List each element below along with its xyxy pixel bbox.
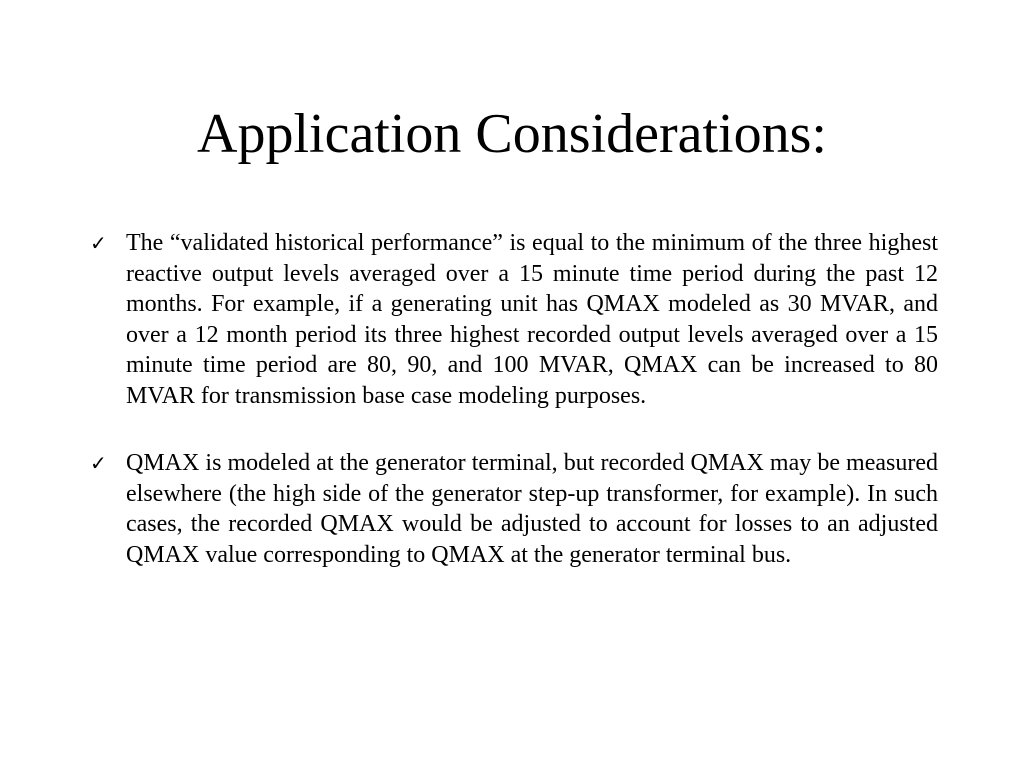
slide-title: Application Considerations: bbox=[197, 103, 827, 165]
checkmark-icon: ✓ bbox=[90, 451, 107, 475]
bullet-text: QMAX is modeled at the generator terminal, but recorded QMAX may be measured elsewhere (the high side of the generator step-up transformer, for example). In such cases, the recorded QMAX would be adjusted to account for losses to an adjusted QMAX value corresponding to QMAX at the generator terminal bus. bbox=[126, 450, 938, 568]
bullet-item bbox=[90, 448, 938, 570]
bullet-item bbox=[90, 228, 938, 411]
checkmark-icon: ✓ bbox=[90, 231, 107, 255]
bullet-list bbox=[90, 228, 938, 607]
bullet-text: The “validated historical performance” is equal to the minimum of the three highest reactive output levels averaged over a 15 minute time period during the past 12 months. For example, if a generating unit has QMAX modeled as 30 MVAR, and over a 12 month period its three highest recorded output levels averaged over a 15 minute time period are 80, 90, and 100 MVAR, QMAX can be increased to 80 MVAR for transmission base case modeling purposes. bbox=[126, 230, 938, 409]
